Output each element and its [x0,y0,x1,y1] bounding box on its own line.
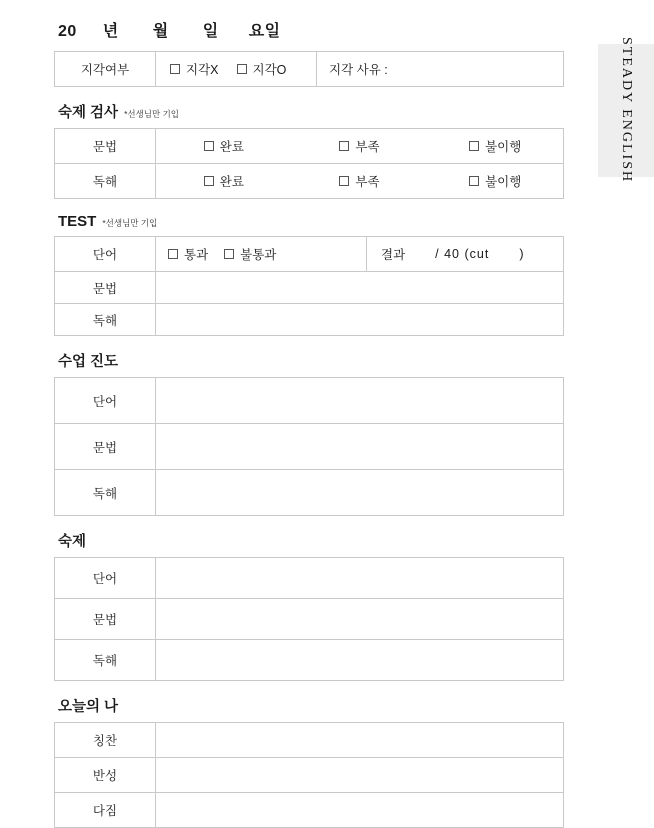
homework-row-value-grammar[interactable] [156,599,564,640]
checkbox-reading-complete[interactable] [156,172,292,190]
checkbox-icon[interactable] [469,176,479,186]
today-row-label-resolution: 다짐 [55,793,156,828]
year-label: 년 [102,23,119,40]
checkbox-icon[interactable] [224,249,234,259]
checkbox-label: 불통과 [240,248,277,262]
checkbox-grammar-not-done[interactable] [427,137,563,155]
table-row [55,470,564,516]
test-row-label-reading: 독해 [55,304,156,336]
checkbox-icon[interactable] [168,249,178,259]
table-row [55,304,564,336]
homework-heading [58,530,564,551]
year-prefix: 20 [58,23,77,40]
row-label-reading: 독해 [55,164,156,199]
checkbox-label: 불이행 [485,140,522,154]
table-row [55,424,564,470]
table-row [55,164,564,199]
checkbox-label: 지각X [186,63,219,77]
today-me-heading [58,695,564,716]
test-heading [58,213,564,230]
progress-row-value-grammar[interactable] [156,424,564,470]
checkbox-grammar-complete[interactable] [156,137,292,155]
table-row [55,758,564,793]
section-title: 수업 진도 [58,354,119,370]
today-row-label-reflection: 반성 [55,758,156,793]
table-row [55,237,564,272]
checkbox-reading-not-done[interactable] [427,172,563,190]
weekday-label: 요일 [248,23,281,40]
table-row [55,723,564,758]
homework-row-value-reading[interactable] [156,640,564,681]
homework-check-heading [58,101,564,122]
checkbox-grammar-insufficient[interactable] [292,137,428,155]
checkbox-icon[interactable] [237,64,247,74]
homework-check-table [54,128,564,199]
section-note: *선생님만 기입 [102,218,158,228]
test-word-options-cell [156,237,367,272]
checkbox-label: 완료 [219,140,244,154]
attendance-reason-cell[interactable] [317,52,564,87]
progress-row-label-grammar: 문법 [55,424,156,470]
checkbox-icon[interactable] [469,141,479,151]
checkbox-test-fail[interactable] [224,245,276,263]
section-note: *선생님만 기입 [124,109,179,119]
table-row [55,272,564,304]
table-row [55,558,564,599]
test-table [54,236,564,336]
date-line [54,18,564,41]
worksheet-body [54,18,564,828]
progress-heading [58,350,564,371]
today-me-table [54,722,564,828]
checkbox-label: 완료 [219,175,244,189]
table-row [55,129,564,164]
checkbox-label: 지각O [252,63,287,77]
homework-row-label-grammar: 문법 [55,599,156,640]
checkbox-reading-insufficient[interactable] [292,172,428,190]
homework-check-options-grammar [156,129,564,164]
today-row-value-praise[interactable] [156,723,564,758]
checkbox-label: 불이행 [485,175,522,189]
homework-check-options-reading [156,164,564,199]
attendance-options-cell [156,52,317,87]
checkbox-icon[interactable] [204,176,214,186]
progress-row-value-reading[interactable] [156,470,564,516]
row-label-grammar: 문법 [55,129,156,164]
checkbox-icon[interactable] [339,141,349,151]
progress-row-label-word: 단어 [55,378,156,424]
test-result-score: / 40 (cut [435,247,490,261]
test-row-label-word: 단어 [55,237,156,272]
test-result-cell[interactable] [367,237,564,272]
progress-table [54,377,564,516]
checkbox-icon[interactable] [339,176,349,186]
homework-row-label-word: 단어 [55,558,156,599]
section-title: 숙제 검사 [58,105,119,121]
checkbox-icon[interactable] [170,64,180,74]
table-row [55,793,564,828]
day-label: 일 [202,23,219,40]
section-title: 숙제 [58,534,87,550]
homework-row-value-word[interactable] [156,558,564,599]
banner-text: STEADY ENGLISH [619,37,634,184]
table-row [55,599,564,640]
section-title: TEST [58,213,97,230]
steady-english-banner [598,37,654,184]
attendance-table [54,51,564,87]
attendance-row-label: 지각여부 [55,52,156,87]
test-result-score-close: ) [519,247,524,261]
checkbox-label: 통과 [184,248,209,262]
progress-row-value-word[interactable] [156,378,564,424]
checkbox-late-no[interactable] [170,60,219,78]
table-row [55,52,564,87]
checkbox-label: 부족 [355,140,380,154]
homework-row-label-reading: 독해 [55,640,156,681]
progress-row-label-reading: 독해 [55,470,156,516]
checkbox-icon[interactable] [204,141,214,151]
table-row [55,378,564,424]
checkbox-label: 부족 [355,175,380,189]
test-result-label: 결과 [381,248,406,262]
section-title: 오늘의 나 [58,699,119,715]
test-row-value-grammar[interactable] [156,272,564,304]
test-row-label-grammar: 문법 [55,272,156,304]
checkbox-late-yes[interactable] [237,60,287,78]
today-row-value-reflection[interactable] [156,758,564,793]
today-row-label-praise: 칭찬 [55,723,156,758]
month-label: 월 [152,23,169,40]
checkbox-test-pass[interactable] [168,245,208,263]
homework-table [54,557,564,681]
attendance-reason-label: 지각 사유 : [329,63,388,77]
today-row-value-resolution[interactable] [156,793,564,828]
test-row-value-reading[interactable] [156,304,564,336]
table-row [55,640,564,681]
